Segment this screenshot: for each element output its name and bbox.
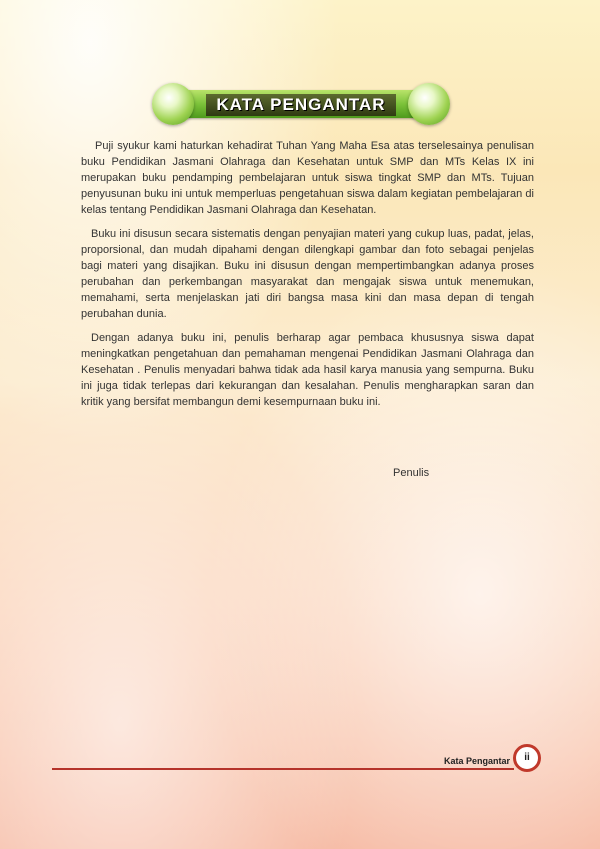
banner-right-orb-icon	[408, 83, 450, 125]
paragraph-3: Dengan adanya buku ini, penulis berharap agar pembaca khususnya siswa dapat meningkatkan pengetahuan dan pemahaman mengenai Pendidikan Jasmani Olahraga dan Kesehatan . Penulis menyadari bahwa tidak ada hasil karya manusia yang sempurna. Buku ini juga tidak terlepas dari kekurangan dan kesalahan. Penulis mengharapkan saran dan kritik yang bersifat membangun demi kesempurnaan buku ini.	[81, 332, 534, 408]
footer-divider	[52, 768, 514, 770]
title-banner	[152, 83, 450, 125]
footer-section-label: Kata Pengantar	[444, 756, 511, 766]
paragraph-2: Buku ini disusun secara sistematis dengan penyajian materi yang cukup luas, padat, jelas, proporsional, dan mudah dipahami dengan dilengkapi gambar dan foto sebagai penjelas bagi materi yang disajikan. Buku ini disusun dengan mempertimbangkan adanya proses perubahan dan perkembangan masyarakat dan mengajak siswa untuk menemukan, memahami, serta menjelaskan jati diri bangsa masa kini dan masa depan di tengah perubahan dunia.	[81, 228, 534, 320]
banner-left-orb-icon	[152, 83, 194, 125]
author-signature: Penulis	[393, 467, 430, 479]
page-title: KATA PENGANTAR	[206, 94, 396, 116]
paragraph-1: Puji syukur kami haturkan kehadirat Tuhan Yang Maha Esa atas terselesainya penulisan buku Pendidikan Jasmani Olahraga dan Kesehatan untuk SMP dan MTs Kelas IX ini merupakan buku pendamping pembelajaran untuk siswa tingkat SMP dan MTs. Tujuan penyusunan buku ini untuk memperluas pengetahuan siswa dalam kegiatan pembelajaran di kelas tentang Pendidikan Jasmani Olahraga dan Kesehatan.	[81, 140, 534, 216]
page-number-badge: ii	[513, 744, 541, 772]
body-text	[81, 138, 534, 418]
